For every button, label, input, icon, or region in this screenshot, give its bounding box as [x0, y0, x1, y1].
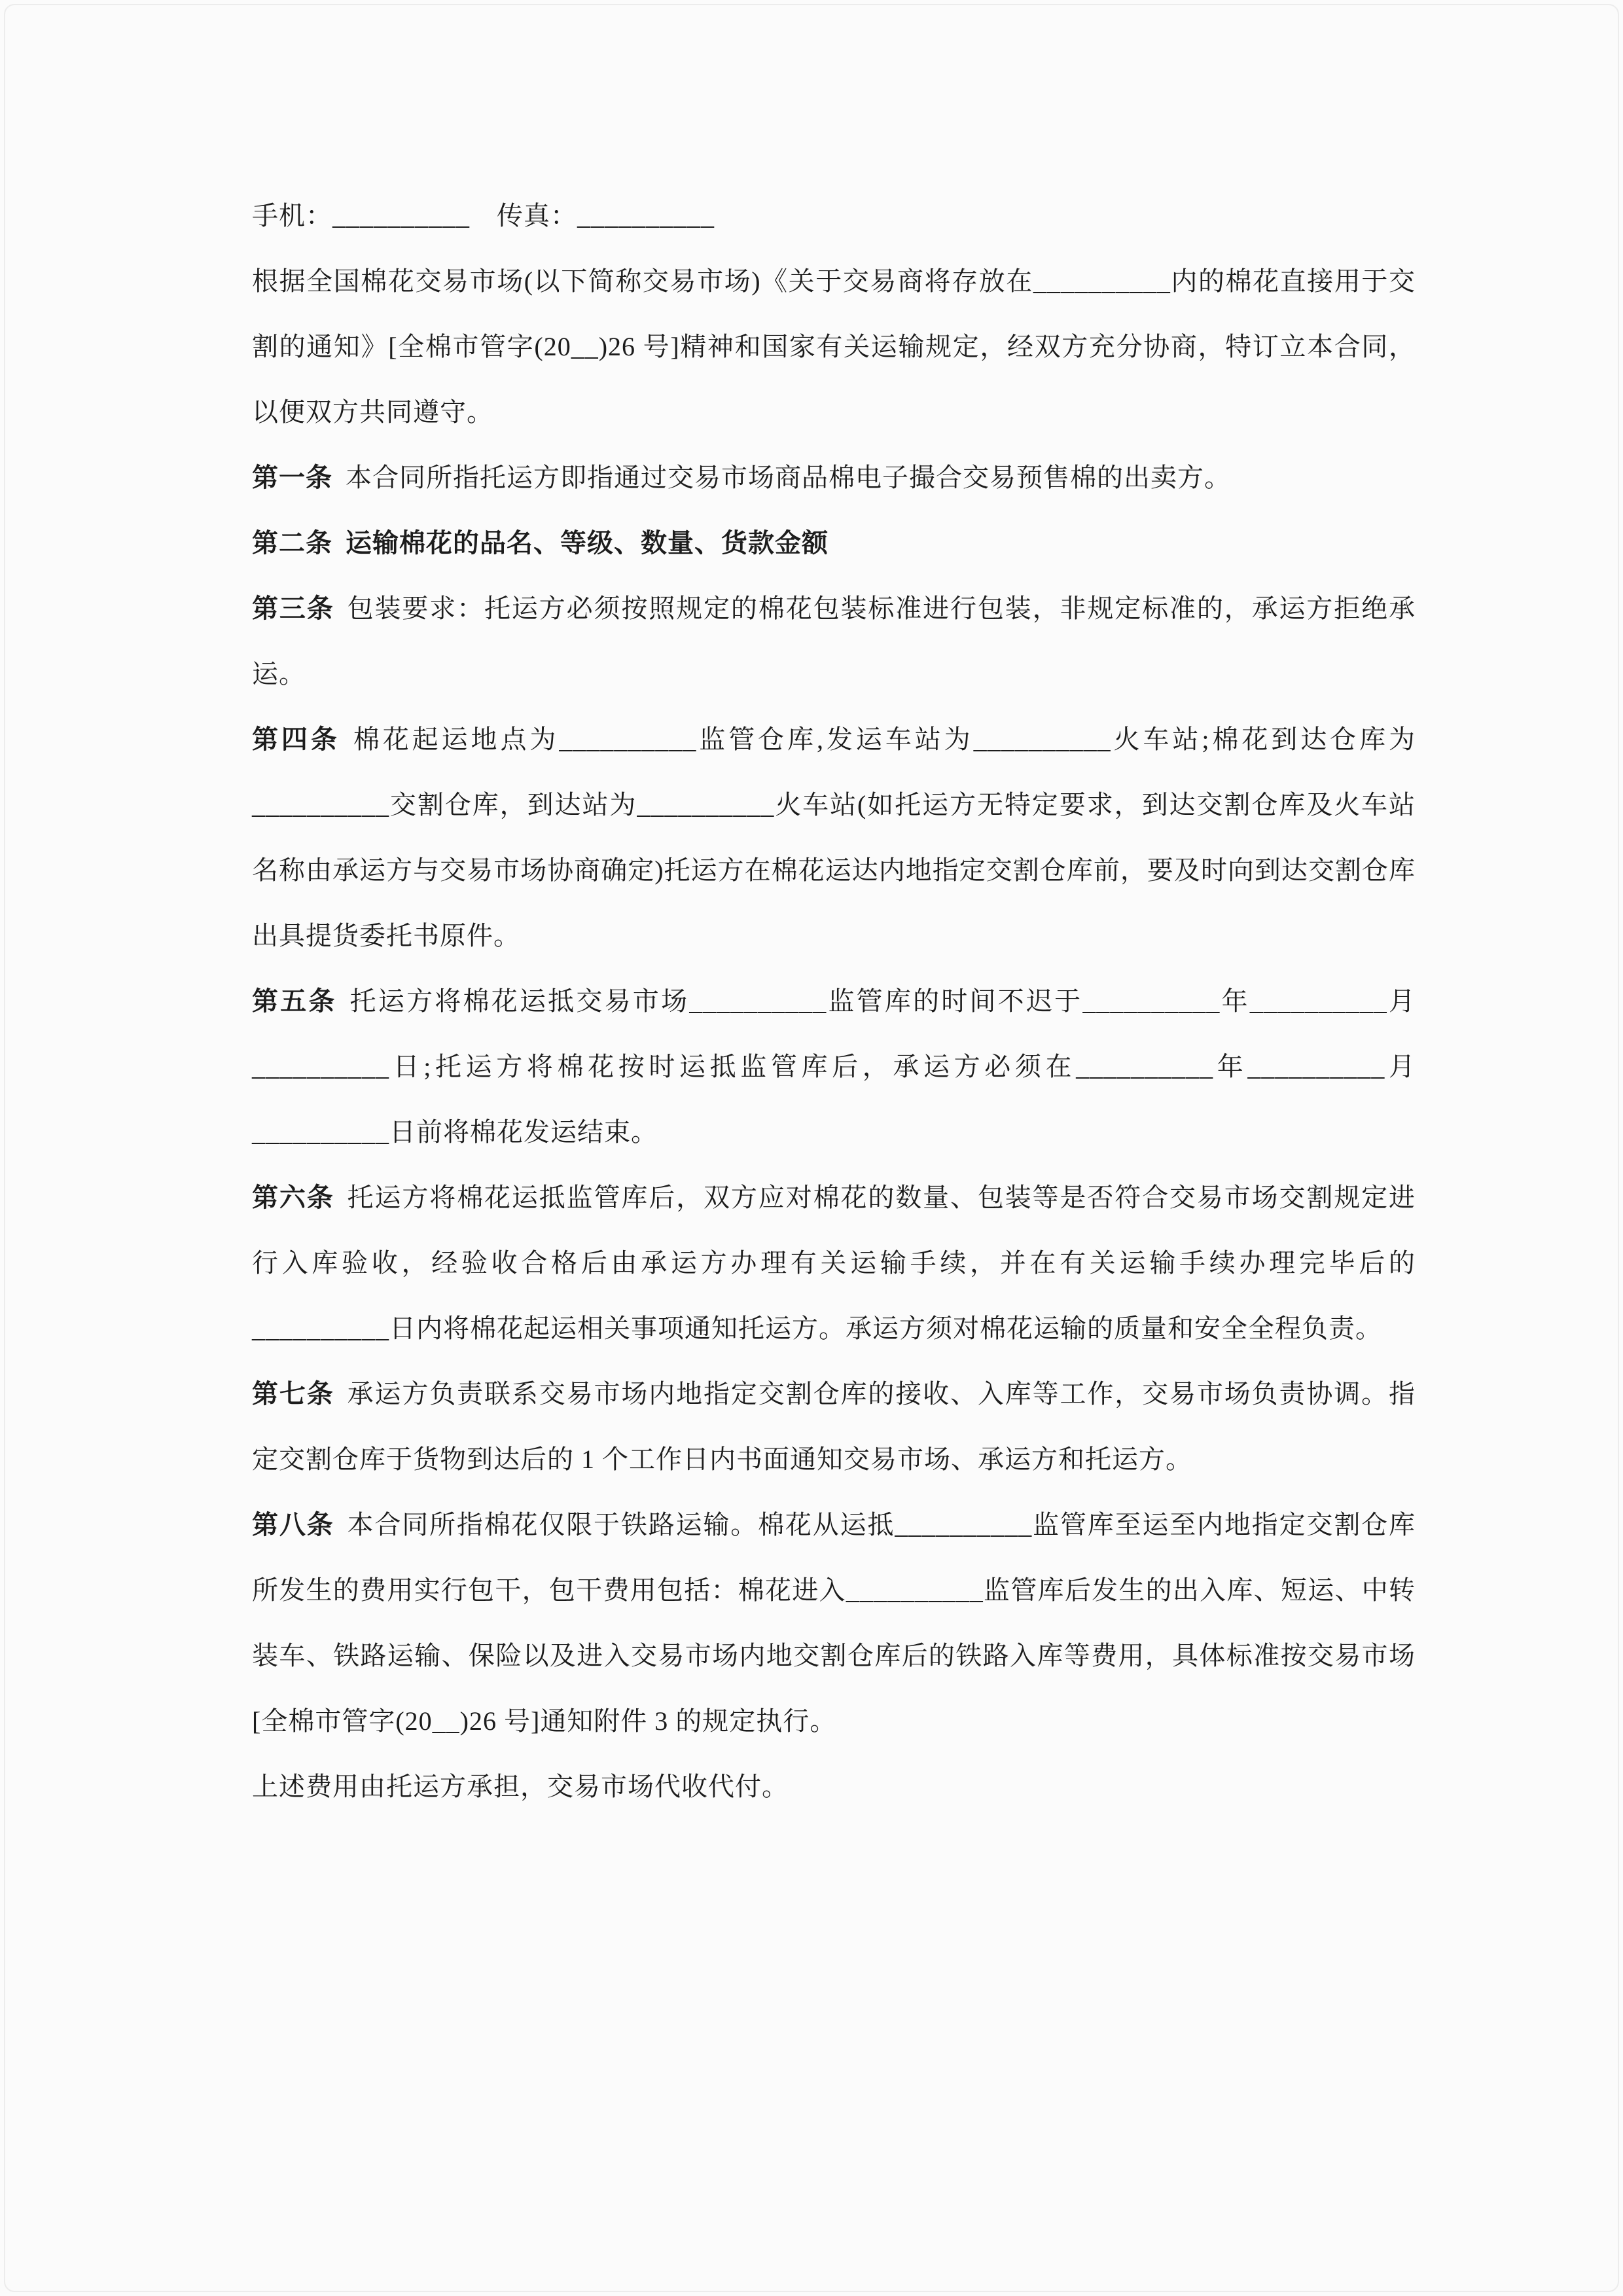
paragraph-text: 上述费用由托运方承担，交易市场代收代付。 [252, 1772, 789, 1801]
paragraph-text: 承运方负责联系交易市场内地指定交割仓库的接收、入库等工作，交易市场负责协调。指定交割仓库于货物到达后的 1 个工作日内书面通知交易市场、承运方和托运方。 [252, 1379, 1416, 1474]
paragraph-article-3 [252, 576, 1416, 707]
paragraph-phone-fax-line [252, 183, 1416, 249]
paragraph-text: 本合同所指棉花仅限于铁路运输。棉花从运抵__________监管库至运至内地指定交割仓库所发生的费用实行包干，包干费用包括：棉花进入__________监管库后发生的出入库、短运、中转装车、铁路运输、保险以及进入交易市场内地交割仓库后的铁路入库等费用，具体标准按交易市场[全棉市管字(20__)26 号]通知附件 3 的规定执行。 [252, 1510, 1416, 1736]
paragraph-preamble [252, 249, 1416, 445]
paragraph-article-1 [252, 445, 1416, 511]
contract-document [252, 183, 1416, 1820]
article-prefix: 第四条 [252, 725, 340, 754]
article-prefix: 第三条 [252, 594, 334, 623]
article-prefix: 第二条 [252, 528, 332, 558]
paragraph-text: 托运方将棉花运抵交易市场__________监管库的时间不迟于__________年__________月__________日;托运方将棉花按时运抵监管库后，承运方必须在__________年__________月__________日前将棉花发运结束。 [252, 986, 1416, 1147]
paragraph-closing [252, 1754, 1416, 1820]
paragraph-article-8 [252, 1492, 1416, 1754]
paragraph-text: 运输棉花的品名、等级、数量、货款金额 [346, 528, 829, 558]
paragraph-article-6 [252, 1165, 1416, 1361]
paragraph-article-2 [252, 511, 1416, 576]
article-prefix: 第一条 [252, 463, 332, 492]
paragraph-text: 手机：__________ 传真：__________ [252, 201, 715, 230]
paragraph-text: 本合同所指托运方即指通过交易市场商品棉电子撮合交易预售棉的出卖方。 [346, 463, 1231, 492]
paragraph-text: 包装要求：托运方必须按照规定的棉花包装标准进行包装，非规定标准的，承运方拒绝承运。 [252, 594, 1416, 689]
paragraph-article-7 [252, 1361, 1416, 1492]
article-prefix: 第七条 [252, 1379, 334, 1408]
paragraph-text: 棉花起运地点为__________监管仓库,发运车站为__________火车站;棉花到达仓库为__________交割仓库，到达站为__________火车站(如托运方无特定要求，到达交割仓库及火车站名称由承运方与交易市场协商确定)托运方在棉花运达内地指定交割仓库前，要及时向到达交割仓库出具提货委托书原件。 [252, 725, 1416, 950]
paragraph-text: 根据全国棉花交易市场(以下简称交易市场)《关于交易商将存放在__________内的棉花直接用于交割的通知》[全棉市管字(20__)26 号]精神和国家有关运输规定，经双方充分协商，特订立本合同，以便双方共同遵守。 [252, 266, 1416, 427]
article-prefix: 第八条 [252, 1510, 334, 1539]
paragraph-article-4 [252, 707, 1416, 969]
article-prefix: 第六条 [252, 1183, 334, 1212]
paragraph-article-5 [252, 969, 1416, 1165]
paragraph-text: 托运方将棉花运抵监管库后，双方应对棉花的数量、包装等是否符合交易市场交割规定进行入库验收，经验收合格后由承运方办理有关运输手续，并在有关运输手续办理完毕后的__________日内将棉花起运相关事项通知托运方。承运方须对棉花运输的质量和安全全程负责。 [252, 1183, 1416, 1343]
article-prefix: 第五条 [252, 986, 337, 1016]
